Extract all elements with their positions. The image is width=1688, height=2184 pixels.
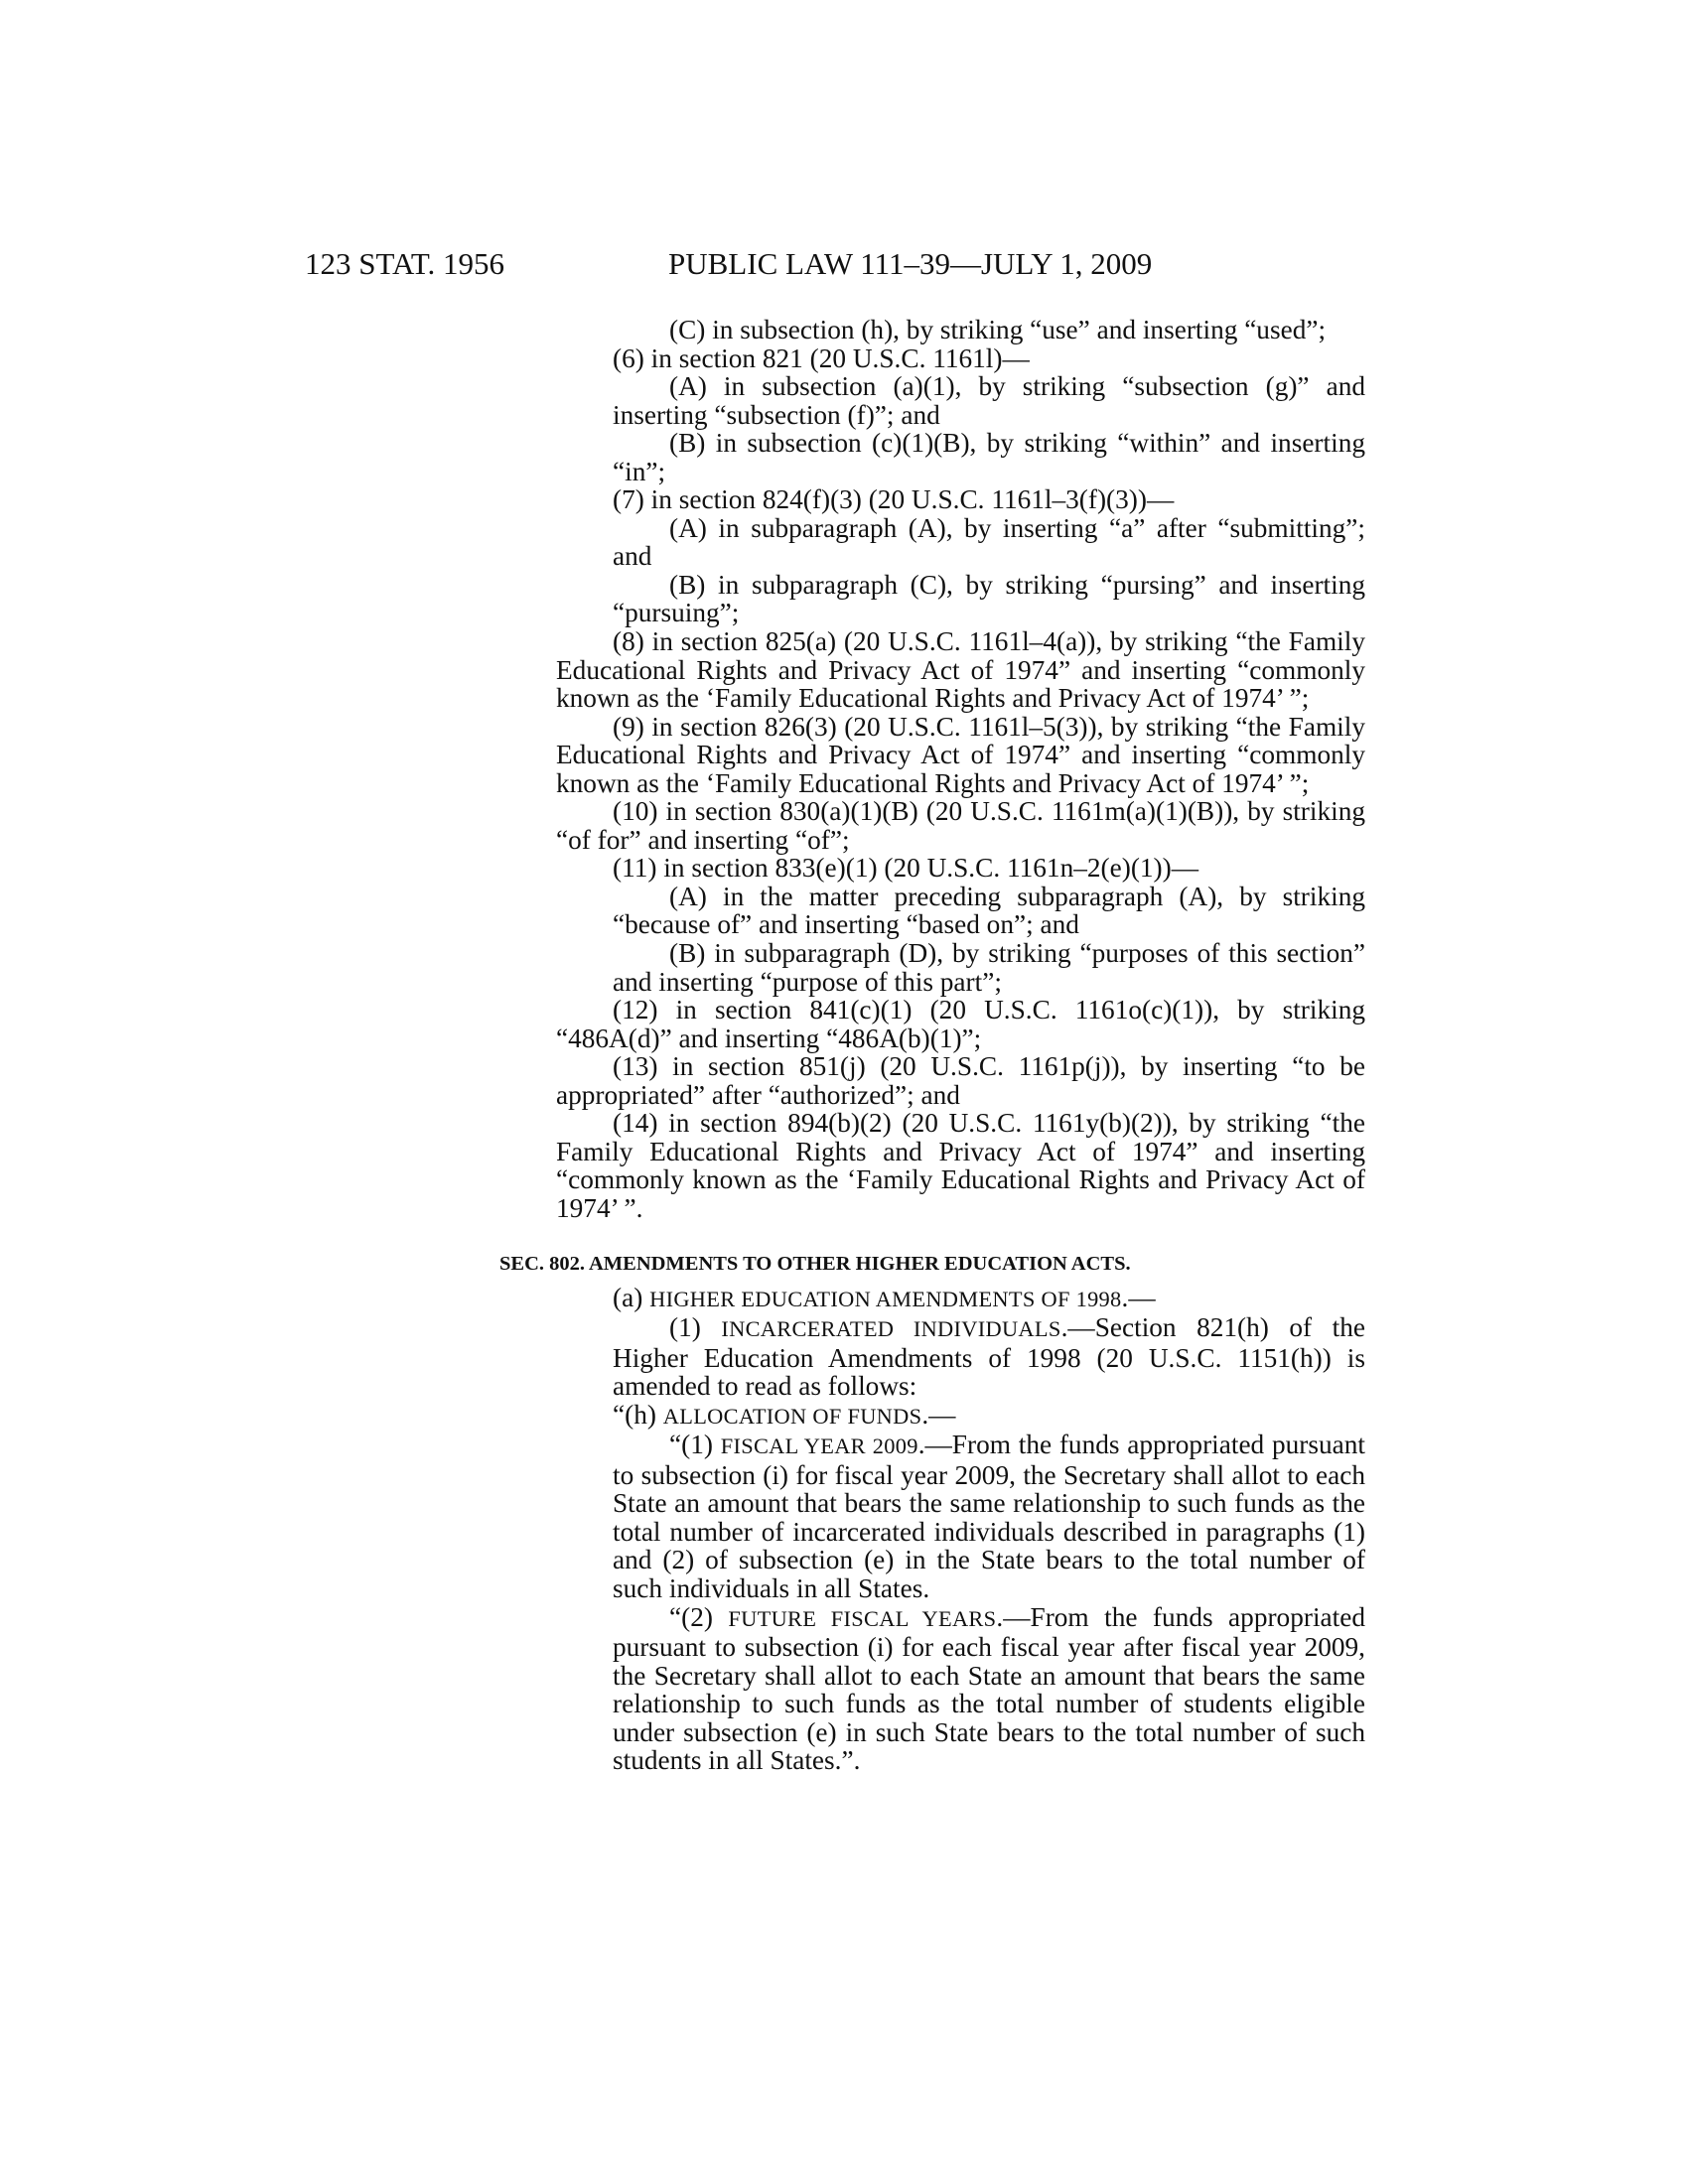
clause-7b: (B) in subparagraph (C), by striking “pursing” and inserting “pursuing”; [613,569,1365,628]
quoted-h-suffix: .— [921,1399,956,1430]
statute-page-reference: 123 STAT. 1956 [305,246,505,281]
quoted-1-body: .—From the funds appropriated pursuant to subsection (i) for fiscal year 2009, the Secretary shall allot to each State an amount that bears the same relationship to such funds as the total number of incarcerated individuals described in paragraphs (1) and (2) of subsection (e) in the State bears to the total number of such individuals in all States. [613,1430,1365,1603]
quoted-1-prefix: “(1) [669,1430,721,1460]
quoted-subsection-h [556,1401,1365,1432]
subsection-a-prefix: (a) [613,1282,650,1312]
subsection-a [556,1284,1365,1314]
amendment-paragraph-1-prefix: (1) [669,1312,722,1343]
paragraph-9: (9) in section 826(3) (20 U.S.C. 1161l–5(3)), by striking “the Family Educational Rights and Privacy Act of 1974” and inserting “commonly known as the ‘Family Educational Rights and Privacy Act of 1974’ ”; [556,711,1365,798]
quoted-paragraph-1 [556,1431,1365,1602]
body-text [499,315,1366,1776]
quoted-2-caption: FUTURE FISCAL YEARS [728,1605,997,1631]
paragraph-6: (6) in section 821 (20 U.S.C. 1161l)— [613,342,1030,373]
clause-11b: (B) in subparagraph (D), by striking “purposes of this section” and inserting “purpose of this part”; [613,938,1365,997]
amendment-paragraph-1 [556,1313,1365,1401]
clause-6a: (A) in subsection (a)(1), by striking “subsection (g)” and inserting “subsection (f)”; and [613,371,1365,430]
amendment-paragraph-1-caption: INCARCERATED INDIVIDUALS [721,1316,1061,1342]
clause-6b: (B) in subsection (c)(1)(B), by striking “within” and inserting “in”; [613,428,1365,486]
running-head-title: PUBLIC LAW 111–39—JULY 1, 2009 [668,246,1153,281]
paragraph-8: (8) in section 825(a) (20 U.S.C. 1161l–4(a)), by striking “the Family Educational Rights and Privacy Act of 1974” and inserting “commonly known as the ‘Family Educational Rights and Privacy Act of 1974’ ”; [556,626,1365,714]
quoted-2-body: .—From the funds appropriated pursuant to subsection (i) for each fiscal year after fiscal year 2009, the Secretary shall allot to each State an amount that bears the same relationship to such funds as the total number of students eligible under subsection (e) in such State bears to the total number of such students in all States.”. [613,1601,1365,1776]
section-heading: SEC. 802. AMENDMENTS TO OTHER HIGHER EDUCATION ACTS. [499,1252,1131,1275]
quoted-paragraph-2 [556,1603,1365,1775]
clause-5c: (C) in subsection (h), by striking “use” and inserting “used”; [669,315,1327,344]
subsection-a-suffix: .— [1121,1282,1156,1312]
amendment-paragraph-1-body: .—Section 821(h) of the Higher Education Amendments of 1998 (20 U.S.C. 1151(h)) is amended to read as follows: [613,1312,1366,1402]
paragraph-10: (10) in section 830(a)(1)(B) (20 U.S.C. 1161m(a)(1)(B)), by striking “of for” and inserting “of”; [556,796,1365,855]
subsection-a-caption: HIGHER EDUCATION AMENDMENTS OF 1998 [649,1286,1122,1311]
clause-11a: (A) in the matter preceding subparagraph (A), by striking “because of” and inserting “based on”; and [613,881,1365,940]
quoted-h-prefix: “(h) [613,1399,663,1430]
paragraph-14: (14) in section 894(b)(2) (20 U.S.C. 1161y(b)(2)), by striking “the Family Educational Rights and Privacy Act of 1974” and inserting “commonly known as the ‘Family Educational Rights and Privacy Act of 1974’ ”. [556,1108,1365,1223]
quoted-1-caption: FISCAL YEAR 2009 [720,1433,918,1459]
quoted-h-caption: ALLOCATION OF FUNDS [662,1403,922,1429]
paragraph-11: (11) in section 833(e)(1) (20 U.S.C. 1161n–2(e)(1))— [613,853,1199,884]
clause-7a: (A) in subparagraph (A), by inserting “a” after “submitting”; and [613,512,1365,572]
paragraph-13: (13) in section 851(j) (20 U.S.C. 1161p(j)), by inserting “to be appropriated” after “authorized”; and [556,1051,1365,1110]
paragraph-12: (12) in section 841(c)(1) (20 U.S.C. 1161o(c)(1)), by striking “486A(d)” and inserting “486A(b)(1)”; [556,995,1365,1053]
quoted-2-prefix: “(2) [669,1601,729,1632]
page-header [0,246,1688,286]
paragraph-7: (7) in section 824(f)(3) (20 U.S.C. 1161l–3(f)(3))— [613,484,1175,515]
